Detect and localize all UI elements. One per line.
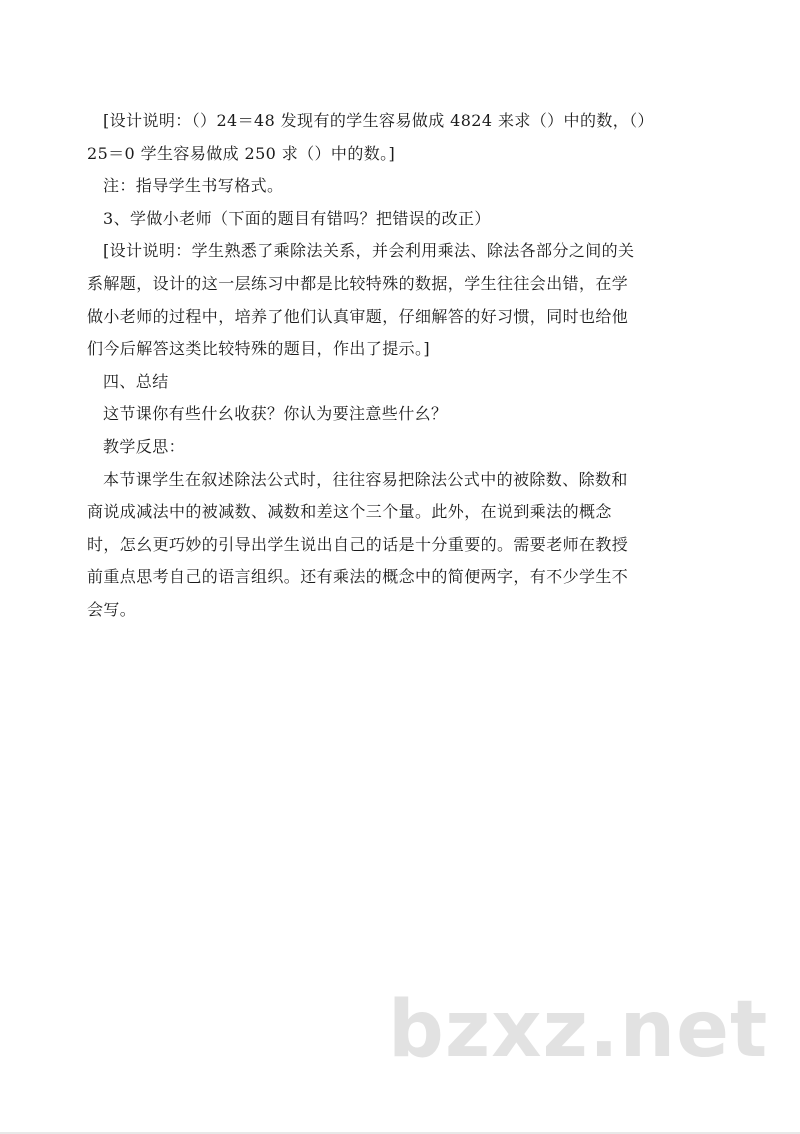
text-line: 注：指导学生书写格式。 (103, 176, 284, 196)
text-line: 本节课学生在叙述除法公式时，往往容易把除法公式中的被除数、除数和 (103, 469, 628, 489)
document-body (87, 105, 727, 627)
design-note-paragraph-1 (87, 105, 727, 170)
note-paragraph (87, 170, 727, 203)
section-4-heading (87, 366, 727, 399)
section-3-heading (87, 203, 727, 236)
text-line: 25＝0 学生容易做成 250 求（）中的数。] (87, 143, 396, 163)
reflection-paragraph (87, 464, 727, 627)
text-line: [设计说明：（）24＝48 发现有的学生容易做成 4824 来求（）中的数，（） (103, 111, 654, 130)
text-line: 们今后解答这类比较特殊的题目，作出了提示。] (87, 339, 431, 359)
text-line: 时，怎幺更巧妙的引导出学生说出自己的话是十分重要的。需要老师在教授 (87, 534, 629, 554)
text-line: [设计说明：学生熟悉了乘除法关系，并会利用乘法、除法各部分之间的关 (103, 241, 635, 261)
text-line: 做小老师的过程中，培养了他们认真审题，仔细解答的好习惯，同时也给他 (87, 306, 629, 326)
text-line: 系解题，设计的这一层练习中都是比较特殊的数据，学生往往会出错，在学 (87, 273, 629, 293)
text-line: 这节课你有些什幺收获？你认为要注意些什幺？ (103, 404, 448, 424)
text-line: 前重点思考自己的语言组织。还有乘法的概念中的简便两字，有不少学生不 (87, 567, 629, 587)
text-line: 商说成减法中的被减数、减数和差这个三个量。此外，在说到乘法的概念 (87, 502, 612, 522)
text-line: 会写。 (87, 599, 137, 619)
text-line: 教学反思： (103, 436, 186, 456)
watermark-logo: bzxz.net (388, 985, 769, 1075)
text-line: 四、总结 (103, 371, 169, 391)
summary-question (87, 398, 727, 431)
text-line: 3、学做小老师（下面的题目有错吗？把错误的改正） (103, 208, 491, 228)
reflection-heading (87, 431, 727, 464)
design-note-paragraph-2 (87, 235, 727, 365)
